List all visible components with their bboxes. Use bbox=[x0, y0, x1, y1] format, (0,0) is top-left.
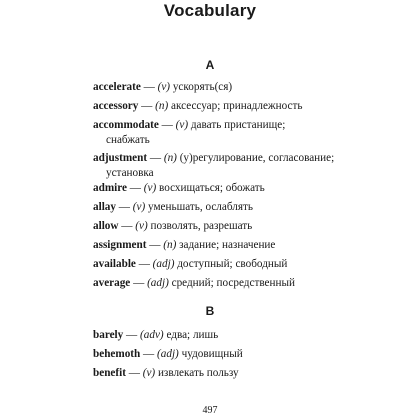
entry-benefit bbox=[93, 366, 343, 381]
entry-dash: — bbox=[138, 258, 150, 270]
entry-dash: — bbox=[143, 348, 155, 360]
entry-definition: (у)регулирование, согласование; bbox=[179, 152, 335, 164]
entry-pos: (v) bbox=[132, 201, 146, 213]
entry-barely bbox=[93, 328, 343, 343]
entry-word: assignment bbox=[93, 239, 147, 251]
entry-definition-continued: снабжать bbox=[106, 134, 150, 146]
entry-pos: (adj) bbox=[147, 277, 169, 289]
entry-pos: (v) bbox=[157, 81, 171, 93]
entry-pos: (n) bbox=[163, 152, 177, 164]
entry-word: admire bbox=[93, 182, 127, 194]
entry-definition: ускорять(ся) bbox=[172, 81, 233, 93]
entry-definition: позволять, разрешать bbox=[150, 220, 253, 232]
entry-word: available bbox=[93, 258, 136, 270]
entry-word: allow bbox=[93, 220, 119, 232]
section-letter-b: B bbox=[205, 304, 215, 318]
entry-word: allay bbox=[93, 201, 116, 213]
entry-dash: — bbox=[128, 367, 140, 379]
entry-definition: задание; назначение bbox=[179, 239, 276, 251]
page-title: Vocabulary bbox=[163, 1, 257, 20]
entry-word: accelerate bbox=[93, 81, 141, 93]
entry-pos: (v) bbox=[135, 220, 148, 232]
entry-pos: (adv) bbox=[140, 329, 164, 341]
entry-pos: (v) bbox=[143, 182, 157, 194]
entry-definition-continued: установка bbox=[106, 167, 154, 179]
entry-accommodate bbox=[93, 118, 343, 148]
page-number: 497 bbox=[202, 405, 218, 416]
entry-dash: — bbox=[133, 277, 145, 289]
entry-allay bbox=[93, 200, 343, 215]
section-letter-a: A bbox=[205, 58, 215, 72]
entry-dash: — bbox=[161, 119, 173, 131]
entry-allow bbox=[93, 219, 343, 234]
entry-dash: — bbox=[149, 152, 162, 164]
entry-dash: — bbox=[149, 239, 161, 251]
entry-dash: — bbox=[121, 220, 133, 232]
entry-accelerate bbox=[93, 80, 343, 95]
entry-dash: — bbox=[141, 100, 153, 112]
entry-dash: — bbox=[129, 182, 141, 194]
entry-word: behemoth bbox=[93, 348, 141, 360]
entry-word: adjustment bbox=[93, 152, 148, 164]
entry-accessory bbox=[93, 99, 343, 114]
entry-available bbox=[93, 257, 343, 272]
entry-definition: чудовищный bbox=[181, 348, 243, 360]
entry-definition: уменьшать, ослаблять bbox=[148, 201, 253, 213]
entry-assignment bbox=[93, 238, 343, 253]
entry-pos: (v) bbox=[175, 119, 189, 131]
entry-dash: — bbox=[143, 81, 155, 93]
entry-word: accommodate bbox=[93, 119, 159, 131]
entry-adjustment bbox=[93, 151, 343, 181]
entry-definition: средний; посредственный bbox=[171, 277, 295, 289]
entry-dash: — bbox=[126, 329, 138, 341]
entry-average bbox=[93, 276, 343, 291]
entry-pos: (adj) bbox=[152, 258, 175, 270]
entry-word: average bbox=[93, 277, 131, 289]
entry-admire bbox=[93, 181, 343, 196]
entry-definition: извлекать пользу bbox=[157, 367, 239, 379]
entry-behemoth bbox=[93, 347, 343, 362]
entry-definition: доступный; свободный bbox=[177, 258, 288, 270]
entry-word: benefit bbox=[93, 367, 126, 379]
entry-pos: (n) bbox=[155, 100, 169, 112]
entry-dash: — bbox=[118, 201, 130, 213]
entry-definition: восхищаться; обожать bbox=[158, 182, 265, 194]
entry-definition: аксессуар; принадлежность bbox=[170, 100, 303, 112]
entry-definition: едва; лишь bbox=[166, 329, 219, 341]
entry-word: accessory bbox=[93, 100, 139, 112]
entry-word: barely bbox=[93, 329, 124, 341]
entry-pos: (adj) bbox=[157, 348, 179, 360]
entry-definition: давать пристанище; bbox=[190, 119, 286, 131]
entry-pos: (n) bbox=[163, 239, 177, 251]
entry-pos: (v) bbox=[142, 367, 156, 379]
